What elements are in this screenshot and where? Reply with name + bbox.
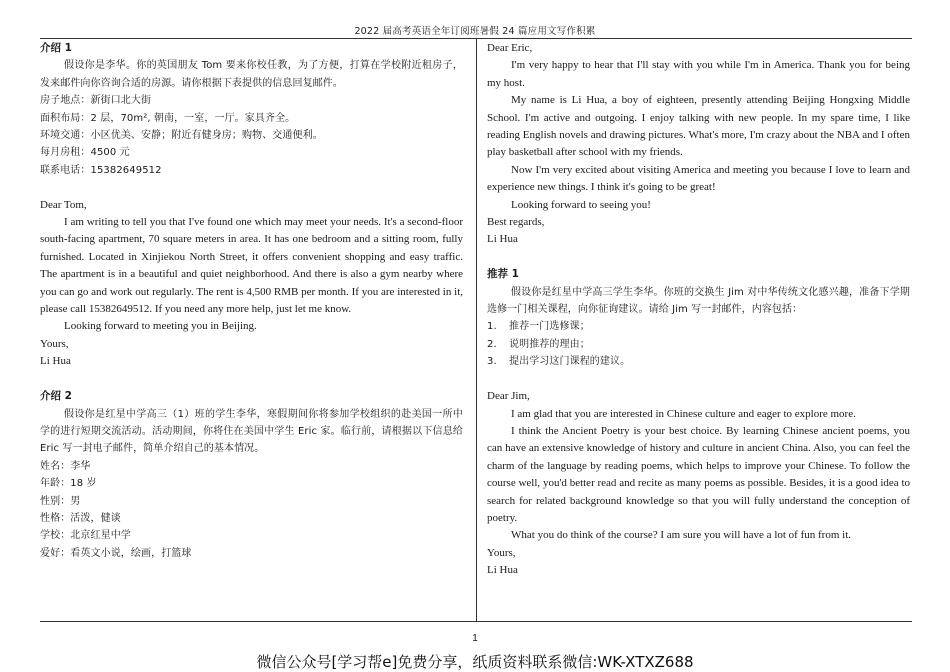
document-header: 2022 届高考英语全年订阅班暑假 24 篇应用文写作积累	[354, 26, 596, 37]
intro2-info-age: 年龄：18 岁	[40, 478, 97, 490]
intro2-info-gender: 性别：男	[40, 495, 81, 507]
jim-letter-closing: Yours,	[487, 546, 516, 559]
right-column	[487, 40, 910, 580]
recommend1-item-2: 2. 说明推荐的理由；	[487, 338, 590, 350]
eric-letter-closing: Best regards,	[487, 216, 545, 229]
page-number: 1	[472, 633, 478, 644]
eric-letter-paragraph-4: Looking forward to seeing you!	[511, 198, 651, 211]
eric-letter-paragraph-2: My name is Li Hua, a boy of eighteen, presently attending Beijing Hongxing Middle School. I'm active and outgoing. I enjoy talking with new people. In my spare time, I like reading English novels and drawing pictures. What's more, I'm crazy about the NBA and I often play basketball after school with my friends.	[487, 94, 910, 159]
intro1-info-location: 房子地点：新街口北大街	[40, 95, 152, 107]
intro1-info-environment: 环境交通：小区优美、安静；附近有健身房；购物、交通便利。	[40, 130, 323, 142]
left-column	[40, 40, 463, 562]
jim-letter-paragraph-3: What you do think of the course? I am sure you will have a lot of fun from it.	[511, 529, 851, 542]
tom-letter-body: I am writing to tell you that I've found one which may meet your needs. It's a second-floor south-facing apartment, 70 square meters in area. It has one bedroom and a sitting room, fully furnished. Located in Xinjiekou North Street, it offers convenient shopping and easy traffic. The apartment is in a beautiful and quiet neighborhood. And there is also a gym nearby where you can go and work out regularly. The rent is 4,500 RMB per month. If you are interested in it, please call 15382649512. If you need any more help, just let me know.	[40, 216, 463, 316]
intro1-title: 介绍 1	[40, 42, 72, 54]
intro2-title: 介绍 2	[40, 390, 72, 403]
tom-letter-closing: Yours,	[40, 337, 69, 350]
intro1-info-phone: 联系电话：15382649512	[40, 164, 162, 176]
intro2-info-personality: 性格：活泼，健谈	[40, 512, 121, 524]
jim-letter-signature: Li Hua	[487, 564, 518, 577]
tom-letter-closing-line: Looking forward to meeting you in Beijing.	[64, 320, 257, 333]
recommend1-item-3: 3. 提出学习这门课程的建议。	[487, 356, 631, 368]
intro1-info-layout: 面积布局：2 层，70m², 朝南，一室，一厅。家具齐全。	[40, 112, 296, 124]
intro2-info-school: 学校：北京红星中学	[40, 530, 131, 542]
recommend1-prompt: 假设你是红星中学高三学生李华。你班的交换生 Jim 对中华传统文化感兴趣，准备下学期选修一门相关课程，向你征询建议。请给 Jim 写一封邮件，内容包括：	[487, 286, 910, 316]
jim-letter-paragraph-1: I am glad that you are interested in Chinese culture and eager to explore more.	[511, 407, 856, 420]
eric-letter-paragraph-3: Now I'm very excited about visiting America and meeting you because I love to learn and experience new things. I think it's going to be great!	[487, 163, 910, 194]
intro1-info-rent: 每月房租：4500 元	[40, 147, 130, 159]
eric-letter-signature: Li Hua	[487, 233, 518, 246]
jim-letter-paragraph-2: I think the Ancient Poetry is your best choice. By learning Chinese ancient poems, you can have an extensive knowledge of history and culture in ancient China. Also, you can feel the charm of the language by reading poems, which helps to improve your Chinese. To follow the course well, you'd better read and recite as many poems as possible. Besides, it is a good idea to search for related background knowledge so that you will fully understand the conception of poetry.	[487, 424, 910, 524]
intro2-info-hobbies: 爱好：看英文小说，绘画，打篮球	[40, 547, 192, 559]
intro2-prompt: 假设你是红星中学高三（1）班的学生李华，寒假期间你将参加学校组织的赴美国一所中学的进行短期交流活动。活动期间，你将住在美国中学生 Eric 家。临行前，请根据以下信息给 Eric 写一封电子邮件，简单介绍自己的基本情况。	[40, 408, 463, 455]
footer-rule	[40, 621, 912, 622]
tom-letter-greeting: Dear Tom,	[40, 198, 87, 211]
jim-letter-greeting: Dear Jim,	[487, 390, 530, 403]
intro1-prompt: 假设你是李华。你的英国朋友 Tom 要来你校任教，为了方便，打算在学校附近租房子，发来邮件向你咨询合适的房源。请你根据下表提供的信息回复邮件。	[40, 60, 463, 89]
eric-letter-greeting: Dear Eric,	[487, 42, 533, 54]
intro2-info-name: 姓名：李华	[40, 460, 91, 472]
recommend1-item-1: 1. 推荐一门选修课；	[487, 321, 590, 333]
eric-letter-paragraph-1: I'm very happy to hear that I'll stay with you while I'm in America. Thank you for being my host.	[487, 59, 910, 89]
footer-note: 微信公众号[学习帮e]免费分享，纸质资料联系微信:WK-XTXZ688	[256, 653, 694, 671]
tom-letter-signature: Li Hua	[40, 355, 71, 368]
column-divider	[476, 39, 477, 621]
recommend1-title: 推荐 1	[487, 268, 519, 281]
